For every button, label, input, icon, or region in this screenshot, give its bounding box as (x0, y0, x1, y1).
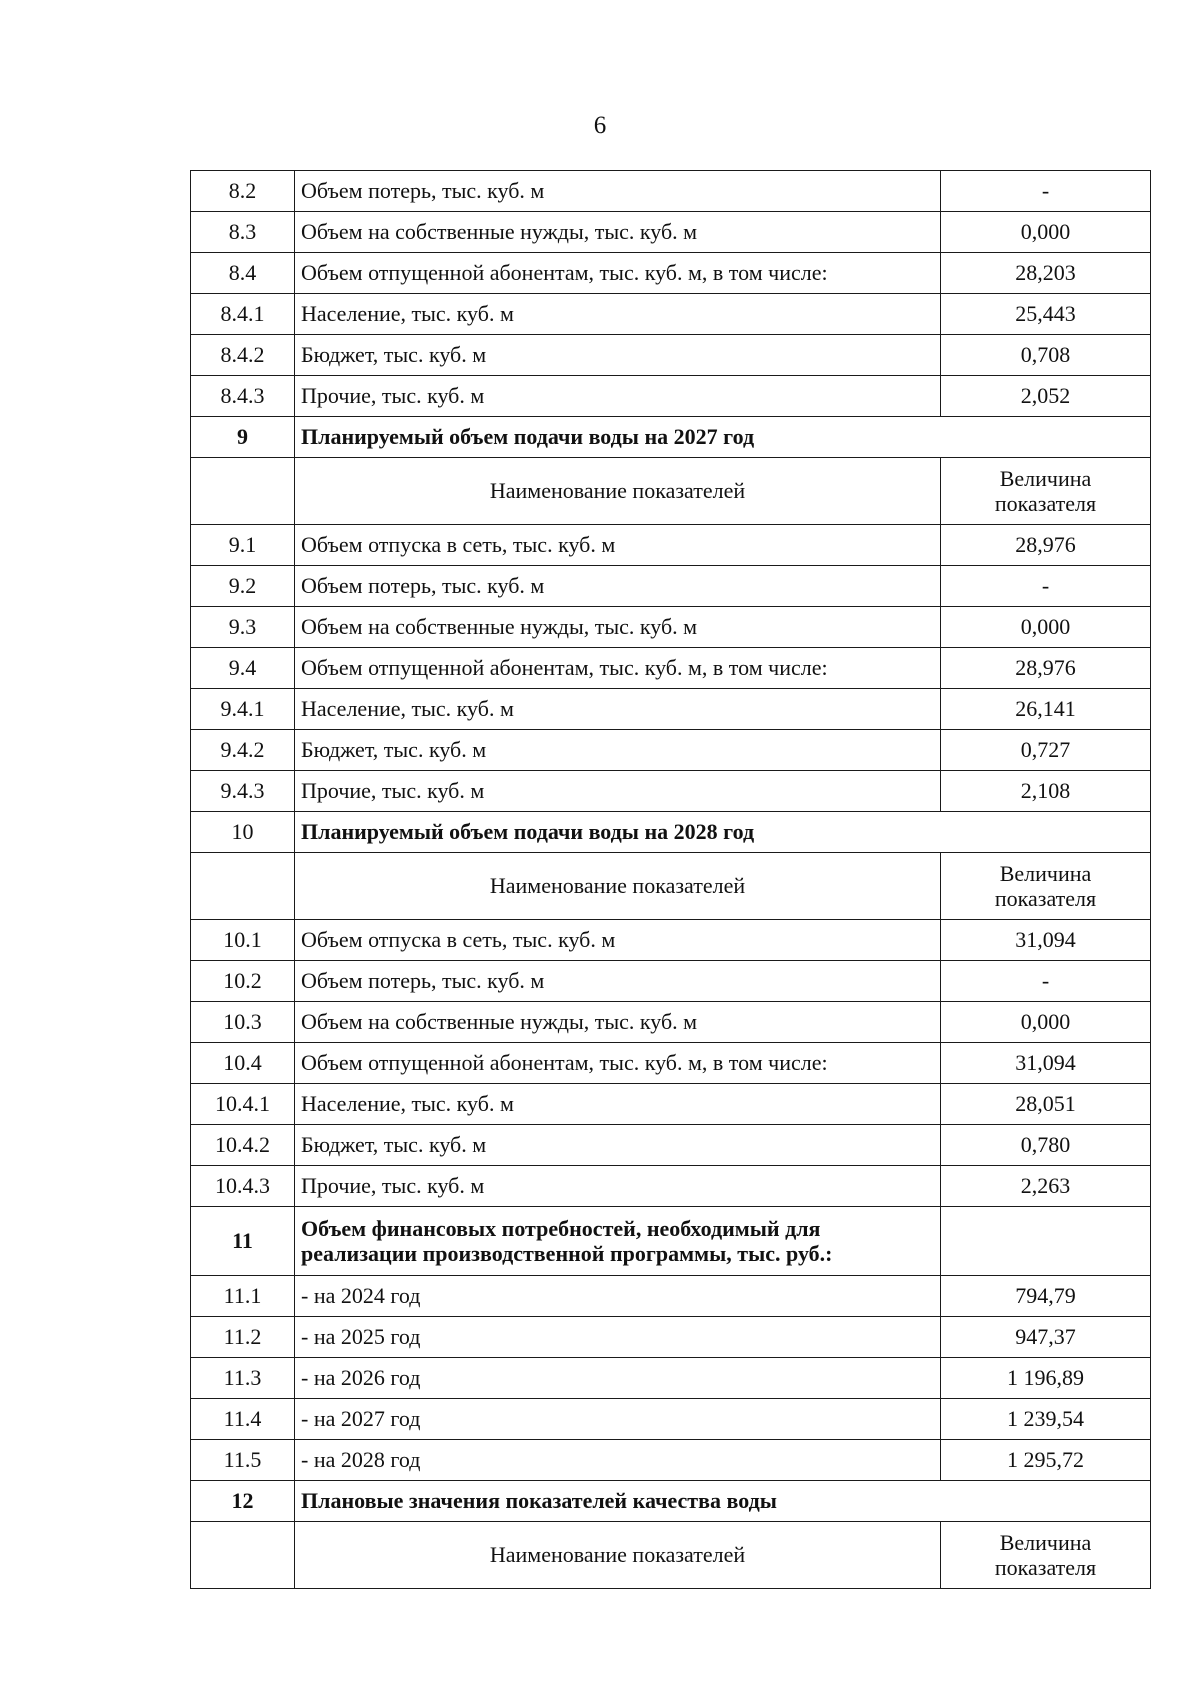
indicator-name: - на 2026 год (295, 1358, 941, 1399)
indicator-value: - (941, 171, 1151, 212)
indicator-value: 1 196,89 (941, 1358, 1151, 1399)
table-row (191, 212, 1151, 253)
indicator-value: 28,976 (941, 648, 1151, 689)
indicator-name: - на 2028 год (295, 1440, 941, 1481)
indicator-value: 2,052 (941, 376, 1151, 417)
indicator-value: 0,708 (941, 335, 1151, 376)
row-number: 9.4.3 (191, 771, 295, 812)
row-number: 11.4 (191, 1399, 295, 1440)
section-row (191, 812, 1151, 853)
row-number: 8.4.1 (191, 294, 295, 335)
table-row (191, 335, 1151, 376)
section-title: Объем финансовых потребностей, необходимый для реализации производственной программы, тыс. руб.: (295, 1207, 941, 1276)
row-number: 11.3 (191, 1358, 295, 1399)
header-name-label: Наименование показателей (295, 1522, 941, 1589)
row-number: 9.4.1 (191, 689, 295, 730)
row-number: 9.2 (191, 566, 295, 607)
header-value-label: Величина показателя (941, 1522, 1151, 1589)
row-number: 9.4.2 (191, 730, 295, 771)
indicator-name: Бюджет, тыс. куб. м (295, 1125, 941, 1166)
row-number: 10.4.2 (191, 1125, 295, 1166)
section-number: 9 (191, 417, 295, 458)
indicator-value: 28,051 (941, 1084, 1151, 1125)
indicators-table-body (191, 171, 1151, 1589)
table-row (191, 294, 1151, 335)
indicator-name: - на 2027 год (295, 1399, 941, 1440)
table-row (191, 920, 1151, 961)
indicator-value: - (941, 566, 1151, 607)
indicator-value: 26,141 (941, 689, 1151, 730)
indicator-name: Прочие, тыс. куб. м (295, 1166, 941, 1207)
section-row (191, 1207, 1151, 1276)
row-number: 11.5 (191, 1440, 295, 1481)
table-row (191, 1276, 1151, 1317)
indicator-name: Бюджет, тыс. куб. м (295, 730, 941, 771)
row-number: 8.4.2 (191, 335, 295, 376)
table-row (191, 1358, 1151, 1399)
indicator-value: 0,727 (941, 730, 1151, 771)
indicator-value: 25,443 (941, 294, 1151, 335)
indicator-value: 28,203 (941, 253, 1151, 294)
indicator-name: Прочие, тыс. куб. м (295, 376, 941, 417)
indicator-name: Объем отпущенной абонентам, тыс. куб. м, в том числе: (295, 253, 941, 294)
section-number: 10 (191, 812, 295, 853)
row-number: 11.2 (191, 1317, 295, 1358)
column-header-row (191, 853, 1151, 920)
indicator-name: Объем потерь, тыс. куб. м (295, 171, 941, 212)
table-row (191, 1125, 1151, 1166)
table-row (191, 1317, 1151, 1358)
indicator-value: 0,000 (941, 1002, 1151, 1043)
row-number: 8.4.3 (191, 376, 295, 417)
section-title: Планируемый объем подачи воды на 2028 год (295, 812, 1151, 853)
indicator-value: 794,79 (941, 1276, 1151, 1317)
indicator-value: 2,263 (941, 1166, 1151, 1207)
indicator-name: Бюджет, тыс. куб. м (295, 335, 941, 376)
table-row (191, 648, 1151, 689)
indicators-table (190, 170, 1151, 1589)
table-row (191, 1043, 1151, 1084)
indicator-name: Объем отпущенной абонентам, тыс. куб. м, в том числе: (295, 1043, 941, 1084)
indicator-value: 1 295,72 (941, 1440, 1151, 1481)
section-number: 11 (191, 1207, 295, 1276)
row-number: 9.4 (191, 648, 295, 689)
indicator-value: 0,000 (941, 212, 1151, 253)
row-number: 10.4.1 (191, 1084, 295, 1125)
indicator-value: 1 239,54 (941, 1399, 1151, 1440)
indicator-name: Объем отпуска в сеть, тыс. куб. м (295, 920, 941, 961)
indicator-value: 31,094 (941, 920, 1151, 961)
table-row (191, 1440, 1151, 1481)
row-number: 10.3 (191, 1002, 295, 1043)
section-title: Планируемый объем подачи воды на 2027 год (295, 417, 1151, 458)
table-row (191, 730, 1151, 771)
table-row (191, 566, 1151, 607)
indicator-name: - на 2024 год (295, 1276, 941, 1317)
header-name-label: Наименование показателей (295, 458, 941, 525)
row-number: 10.1 (191, 920, 295, 961)
table-row (191, 376, 1151, 417)
indicator-value: 947,37 (941, 1317, 1151, 1358)
header-name-label: Наименование показателей (295, 853, 941, 920)
header-value-label: Величина показателя (941, 458, 1151, 525)
row-number: 11.1 (191, 1276, 295, 1317)
indicator-name: Прочие, тыс. куб. м (295, 771, 941, 812)
row-number: 8.3 (191, 212, 295, 253)
row-number: 8.4 (191, 253, 295, 294)
indicator-name: - на 2025 год (295, 1317, 941, 1358)
table-row (191, 607, 1151, 648)
section-row (191, 417, 1151, 458)
table-row (191, 525, 1151, 566)
table-row (191, 253, 1151, 294)
table-row (191, 171, 1151, 212)
section-number: 12 (191, 1481, 295, 1522)
table-row (191, 689, 1151, 730)
section-row (191, 1481, 1151, 1522)
indicator-name: Население, тыс. куб. м (295, 689, 941, 730)
indicator-name: Население, тыс. куб. м (295, 1084, 941, 1125)
row-number: 10.2 (191, 961, 295, 1002)
indicator-name: Объем отпущенной абонентам, тыс. куб. м, в том числе: (295, 648, 941, 689)
indicator-name: Объем на собственные нужды, тыс. куб. м (295, 607, 941, 648)
row-number: 9.1 (191, 525, 295, 566)
indicator-name: Объем на собственные нужды, тыс. куб. м (295, 1002, 941, 1043)
table-row (191, 961, 1151, 1002)
indicator-name: Объем на собственные нужды, тыс. куб. м (295, 212, 941, 253)
section-title: Плановые значения показателей качества воды (295, 1481, 1151, 1522)
column-header-row (191, 458, 1151, 525)
indicator-value: - (941, 961, 1151, 1002)
table-row (191, 771, 1151, 812)
indicator-name: Объем потерь, тыс. куб. м (295, 961, 941, 1002)
indicator-value: 31,094 (941, 1043, 1151, 1084)
indicator-value: 0,000 (941, 607, 1151, 648)
row-number: 8.2 (191, 171, 295, 212)
page-number: 6 (593, 112, 607, 139)
indicator-name: Население, тыс. куб. м (295, 294, 941, 335)
row-number: 10.4.3 (191, 1166, 295, 1207)
header-value-label: Величина показателя (941, 853, 1151, 920)
section-value (941, 1207, 1151, 1276)
table-row (191, 1399, 1151, 1440)
table-row (191, 1166, 1151, 1207)
table-row (191, 1002, 1151, 1043)
indicator-name: Объем потерь, тыс. куб. м (295, 566, 941, 607)
table-row (191, 1084, 1151, 1125)
indicator-value: 0,780 (941, 1125, 1151, 1166)
indicator-name: Объем отпуска в сеть, тыс. куб. м (295, 525, 941, 566)
column-header-row (191, 1522, 1151, 1589)
row-number: 10.4 (191, 1043, 295, 1084)
row-number: 9.3 (191, 607, 295, 648)
indicator-value: 2,108 (941, 771, 1151, 812)
header-empty-cell (191, 458, 295, 525)
header-empty-cell (191, 1522, 295, 1589)
header-empty-cell (191, 853, 295, 920)
indicator-value: 28,976 (941, 525, 1151, 566)
